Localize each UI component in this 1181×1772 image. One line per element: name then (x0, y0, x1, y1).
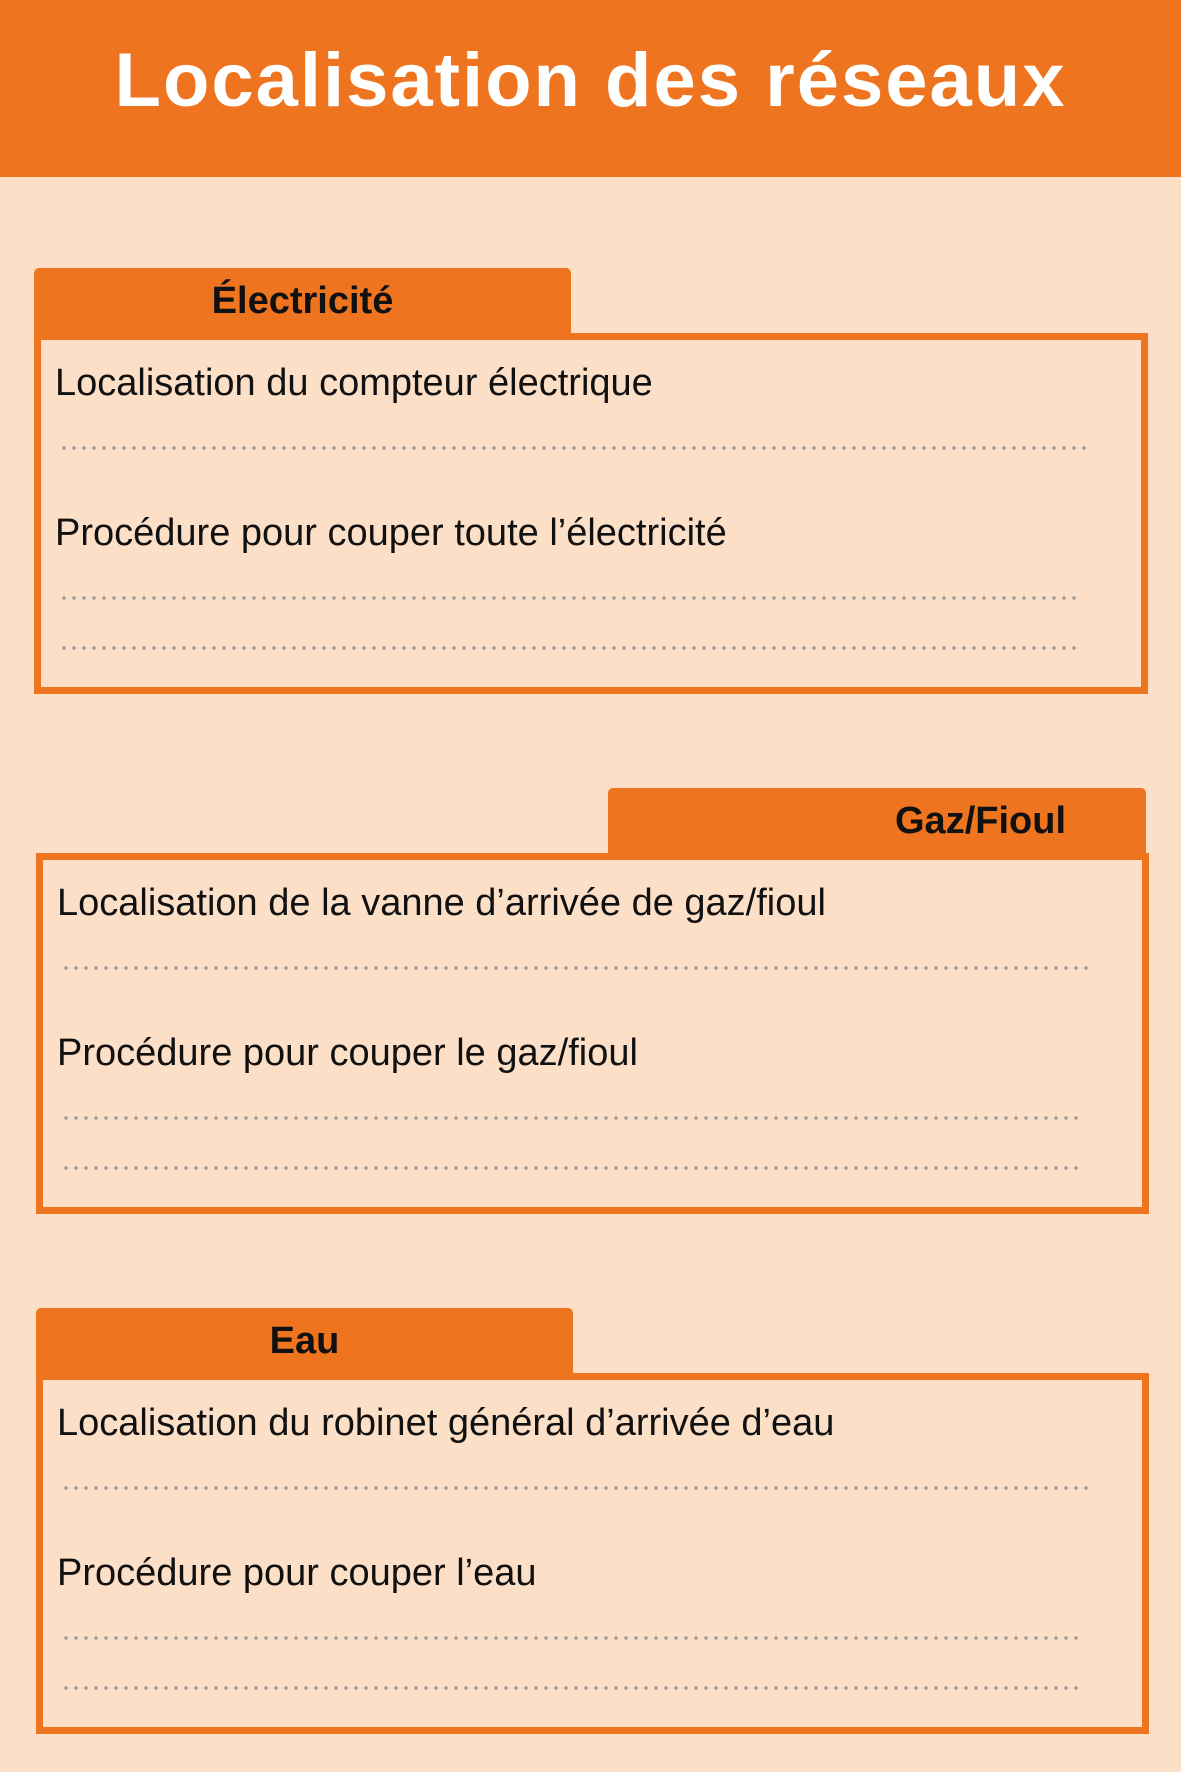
gaz-procedure-line-2[interactable] (61, 1166, 1083, 1170)
eau-procedure-line-1[interactable] (61, 1636, 1083, 1640)
gaz-location-label: Localisation de la vanne d’arrivée de gaz/fioul (57, 882, 826, 924)
tab-eau-label: Eau (269, 1319, 340, 1362)
electricite-location-label: Localisation du compteur électrique (55, 362, 653, 404)
page-title: Localisation des réseaux (114, 38, 1067, 123)
section-gaz-fioul (36, 853, 1149, 1214)
electricite-procedure-label: Procédure pour couper toute l’électricité (55, 512, 727, 554)
eau-procedure-label: Procédure pour couper l’eau (57, 1552, 537, 1594)
gaz-procedure-label: Procédure pour couper le gaz/fioul (57, 1032, 638, 1074)
tab-eau (36, 1308, 573, 1374)
section-electricite (34, 333, 1148, 694)
section-eau (36, 1373, 1149, 1734)
eau-procedure-line-2[interactable] (61, 1686, 1083, 1690)
gaz-procedure-line-1[interactable] (61, 1116, 1083, 1120)
tab-gaz-fioul-label: Gaz/Fioul (895, 799, 1066, 842)
electricite-procedure-line-1[interactable] (59, 596, 1081, 600)
tab-electricite (34, 268, 571, 334)
electricite-procedure-line-2[interactable] (59, 646, 1081, 650)
eau-location-label: Localisation du robinet général d’arrivée d’eau (57, 1402, 835, 1444)
eau-location-line[interactable] (61, 1486, 1091, 1490)
gaz-location-line[interactable] (61, 966, 1091, 970)
electricite-location-line[interactable] (59, 446, 1089, 450)
tab-gaz-fioul (608, 788, 1146, 854)
tab-electricite-label: Électricité (211, 279, 394, 322)
header-banner (0, 0, 1181, 177)
